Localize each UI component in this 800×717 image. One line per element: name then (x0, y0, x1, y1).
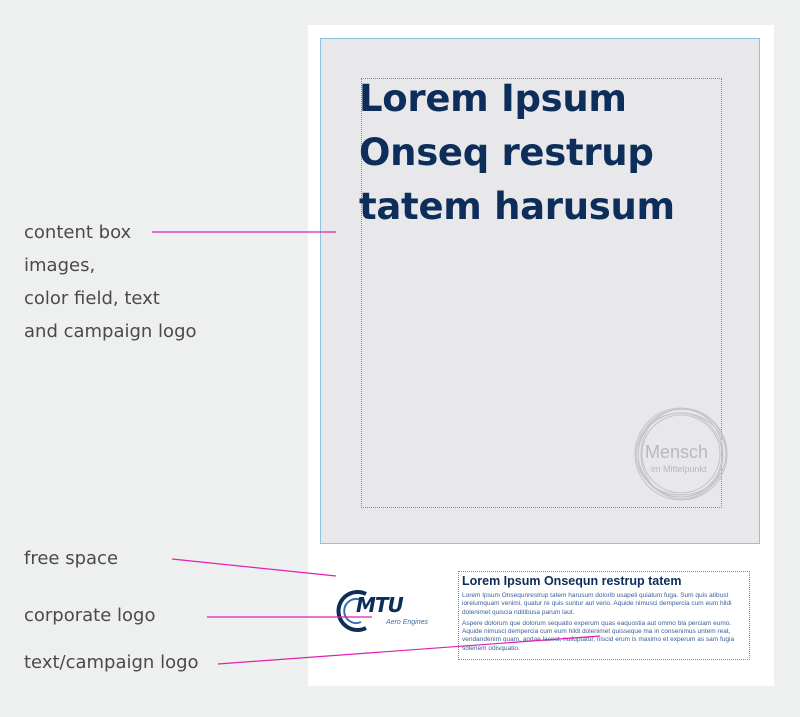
label-line: color field, text (24, 288, 160, 309)
label-corporate-logo: corporate logo (24, 605, 156, 626)
mtu-subline: Aero Engines (386, 619, 429, 626)
label-line: images, (24, 255, 96, 276)
headline (359, 72, 675, 234)
poster-page (308, 25, 774, 686)
headline-line: Onseq restrup (359, 131, 654, 174)
label-text-campaign-logo: text/campaign logo (24, 652, 199, 673)
content-box (320, 38, 760, 544)
campaign-logo-subtitle: im Mittelpunkt (651, 464, 707, 474)
corporate-logo (336, 590, 436, 632)
label-content-box (24, 216, 197, 348)
footer-paragraph: Lorem Ipsum Onsequnrestrup tatem harusum dolorib usapeli quiatum fuga. Sum quis atibust ioreiumquam venimi, quatur re quis suntur aut verio. Aquide nimusci dempercia cum eum hildi dolenimet quiscia nditibusa parum laut. (462, 592, 732, 616)
label-free-space: free space (24, 548, 119, 569)
label-line: and campaign logo (24, 321, 197, 342)
campaign-logo (631, 404, 731, 504)
footer-title: Lorem Ipsum Onsequn restrup tatem (462, 574, 682, 588)
label-line: content box (24, 222, 132, 243)
campaign-logo-title: Mensch (645, 442, 709, 462)
footer-text-box (458, 571, 750, 660)
headline-line: tatem harusum (359, 185, 675, 228)
headline-line: Lorem Ipsum (359, 77, 627, 120)
footer-paragraph: Aspere dolorum que dolorum sequatio experum quas eaquostia aut ommo bla perciam eumo. Aquide nimusci dempercia cum eum hildi dolenimet quisseque ma in consenimus untem reat, vendandenim quam, andae lacest, nulluptatur, niscid erum is maximo et experum as sam fugia solenem odisquatio. (462, 619, 735, 652)
mtu-wordmark: MTU (356, 593, 403, 617)
